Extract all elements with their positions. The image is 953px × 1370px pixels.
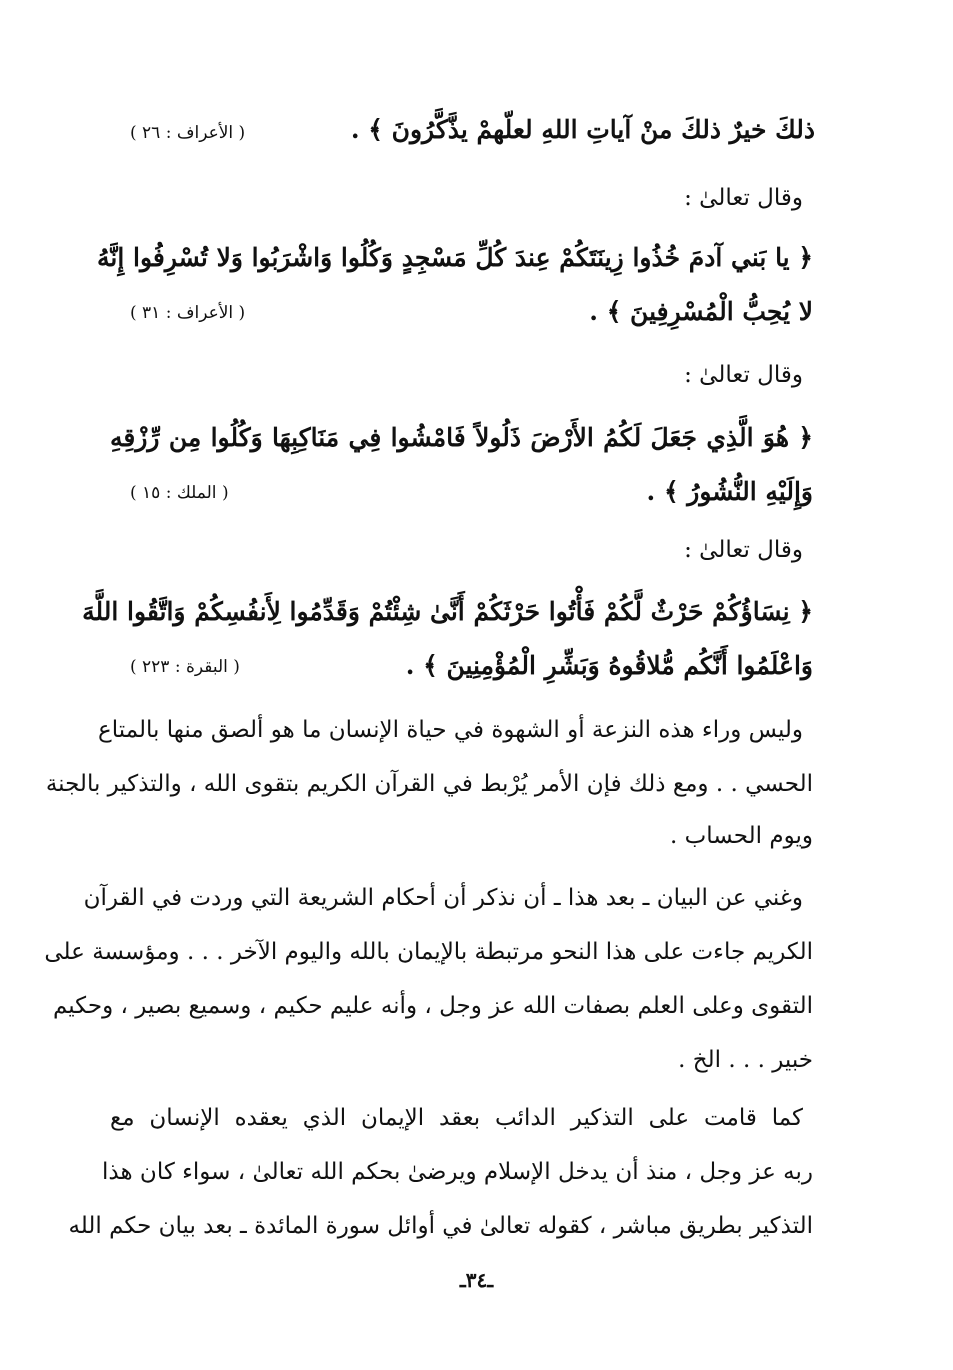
verse-line: ذلكَ خيرٌ ذلكَ منْ آياتِ اللهِ لعلّهمْ يذَّكَّرُونَ ﴾ . bbox=[350, 115, 815, 144]
verse-line: ﴿ هُوَ الَّذِي جَعَلَ لَكُمُ الأَرْضَ ذَلُولاً فَامْشُوا فِي مَنَاكِبِهَا وَكُلُوا مِن رِّزْقِهِ bbox=[110, 423, 813, 452]
intro-line: وقال تعالىٰ : bbox=[684, 537, 803, 563]
verse-reference: ( البقرة : ٢٢٣ ) bbox=[130, 657, 240, 677]
verse-line: ﴿ نِسَاؤُكُمْ حَرْثٌ لَّكُمْ فَأْتُوا حَرْثَكُمْ أَنَّىٰ شِئْتُمْ وَقَدِّمُوا لِأَنفُسِكُمْ وَاتَّقُوا اللَّهَ bbox=[82, 597, 813, 626]
paragraph-line: وليس وراء هذه النزعة أو الشهوة في حياة الإنسان ما هو ألصق منها بالمتاع bbox=[98, 717, 803, 743]
verse-line: وَإِلَيْهِ النُّشُورُ ﴾ . bbox=[646, 477, 813, 506]
page-number: ـ٣٤ـ bbox=[459, 1268, 494, 1292]
paragraph-line: خبير . . . الخ . bbox=[678, 1047, 813, 1073]
verse-reference: ( الأعراف : ٢٦ ) bbox=[130, 123, 246, 143]
paragraph-line: التقوى وعلى العلم بصفات الله عز وجل ، وأنه عليم حكيم ، وسميع بصير ، وحكيم bbox=[52, 993, 813, 1019]
intro-line: وقال تعالىٰ : bbox=[684, 185, 803, 211]
paragraph-line: وغني عن البيان ـ بعد هذا ـ أن نذكر أن أحكام الشريعة التي وردت في القرآن bbox=[83, 885, 803, 911]
paragraph-line: ويوم الحساب . bbox=[670, 823, 813, 849]
paragraph-line: كما قامت على التذكير الدائب بعقد الإيمان الذي يعقده الإنسان مع bbox=[110, 1105, 803, 1131]
verse-line: ﴿ يا بَني آدمَ خُذُوا زِينَتَكُمْ عِندَ كُلِّ مَسْجِدٍ وَكُلُوا وَاشْرَبُوا وَلا تُسْرِفُوا إِنَّهُ bbox=[97, 243, 813, 272]
verse-reference: ( الملك : ١٥ ) bbox=[130, 483, 229, 503]
verse-reference: ( الأعراف : ٣١ ) bbox=[130, 303, 246, 323]
verse-line: وَاعْلَمُوا أَنَّكُم مُّلاقُوهُ وَبَشِّرِ الْمُؤْمِنِينَ ﴾ . bbox=[405, 651, 813, 680]
paragraph-line: الكريم جاءت على هذا النحو مرتبطة بالإيمان بالله واليوم الآخر . . . ومؤسسة على bbox=[44, 939, 813, 965]
verse-line: لا يُحِبُّ الْمُسْرِفِينَ ﴾ . bbox=[589, 297, 813, 326]
intro-line: وقال تعالىٰ : bbox=[684, 362, 803, 388]
paragraph-line: التذكير بطريق مباشر ، كقوله تعالىٰ في أوائل سورة المائدة ـ بعد بيان حكم الله bbox=[68, 1213, 813, 1239]
paragraph-line: ربه عز وجل ، منذ أن يدخل الإسلام ويرضىٰ بحكم الله تعالىٰ ، سواء كان هذا bbox=[102, 1159, 813, 1185]
paragraph-line: الحسي . . ومع ذلك فإن الأمر يُرْبط في القرآن الكريم بتقوى الله ، والتذكير بالجنة bbox=[45, 771, 813, 797]
